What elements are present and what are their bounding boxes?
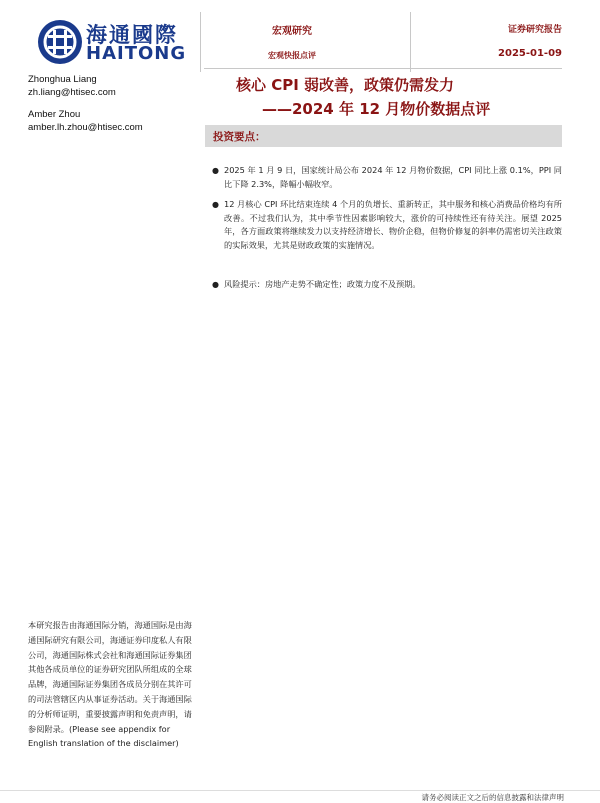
report-type: 证券研究报告: [507, 25, 562, 35]
report-title: 核心 CPI 弱改善，政策仍需发力: [236, 76, 455, 94]
logo-english-text: HAITONG: [86, 43, 187, 64]
bullet-item: [212, 198, 562, 252]
author-email-2: amber.lh.zhou@htisec.com: [28, 122, 143, 133]
footer-rule: [0, 790, 600, 791]
logo-chinese-text: 海通國際: [86, 23, 178, 47]
bullet-text: 2025 年 1 月 9 日，国家统计局公布 2024 年 12 月物价数据，CPI 同比上涨 0.1%，PPI 同比下降 2.3%，降幅小幅收窄。: [224, 165, 562, 189]
bullet-text: 12 月核心 CPI 环比结束连续 4 个月的负增长、重新转正，其中服务和核心消费品价格均有所改善。不过我们认为，其中季节性因素影响较大，涨价的可持续性还有待关注。展望 2025 年，各方面政策将继续发力以支持经济增长、物价企稳，但物价修复的斜率仍需密切关注政策的实际效果，尤其是财政政策的实施情况。: [224, 199, 562, 250]
bullet-text: 风险提示：房地产走势不确定性；政策力度不及预期。: [224, 279, 421, 289]
bullet-dot-icon: ●: [212, 280, 219, 289]
report-subcategory: 宏观快报点评: [268, 51, 316, 60]
section-heading: 投资要点：: [213, 131, 266, 143]
bullet-dot-icon: ●: [212, 200, 219, 209]
report-date: 2025-01-09: [498, 48, 562, 59]
header-rule: [204, 68, 562, 69]
section-header-bar: [205, 125, 562, 147]
bullet-dot-icon: ●: [212, 166, 219, 175]
author-email-1: zh.liang@htisec.com: [28, 87, 116, 98]
haitong-emblem-icon: [36, 18, 84, 66]
footer-notice: 请务必阅读正文之后的信息披露和法律声明: [421, 793, 564, 802]
author-name-1: Zhonghua Liang: [28, 74, 97, 85]
author-name-2: Amber Zhou: [28, 109, 81, 120]
bullet-item: [212, 278, 562, 292]
bullet-item: [212, 164, 562, 191]
disclaimer-text: 本研究报告由海通国际分销，海通国际是由海通国际研究有限公司，海通证券印度私人有限公司，海通国际株式会社和海通国际证券集团其他各成员单位的证券研究团队所组成的全球品牌，海通国际证券集团各成员分别在其许可的司法管辖区内从事证券活动。关于海通国际的分析师证明，重要披露声明和免责声明，请参阅附录。(Please see appendix for English translation of the disclaimer): [28, 620, 192, 749]
report-category: 宏观研究: [272, 26, 312, 37]
header-divider-right: [410, 12, 411, 72]
header-divider-left: [200, 12, 201, 72]
report-subtitle: ——2024 年 12 月物价数据点评: [262, 100, 491, 118]
